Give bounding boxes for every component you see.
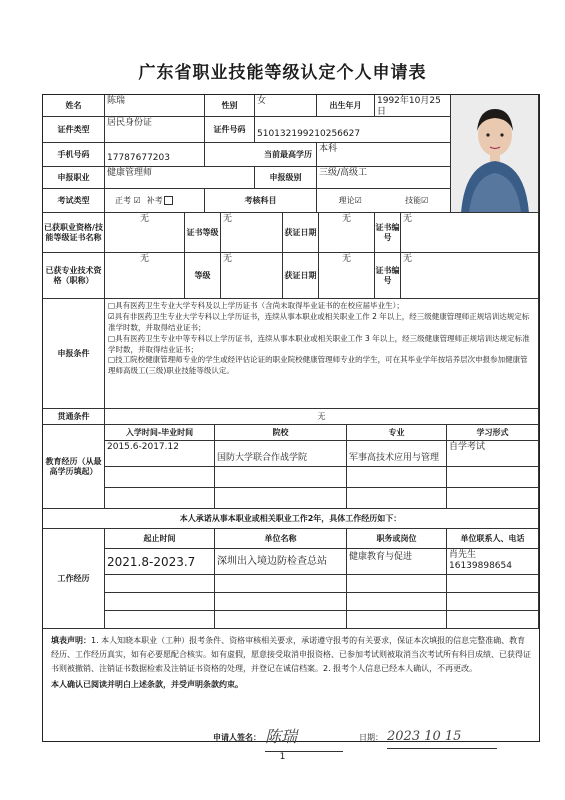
edu-empty-cell[interactable] xyxy=(447,467,539,488)
label-birth: 出生年月 xyxy=(317,95,375,117)
edu-header-major: 专业 xyxy=(347,425,447,441)
label-skill-cert: 已获职业资格/技能等级证书名称 xyxy=(43,213,105,253)
date-label: 日期： xyxy=(359,732,383,742)
work-empty-cell[interactable] xyxy=(215,593,347,611)
work-empty-cell[interactable] xyxy=(215,611,347,629)
exam-regular-checkbox[interactable]: 正考 ☑ xyxy=(115,195,141,205)
exam-subject-options xyxy=(317,189,451,213)
edu-major-value[interactable]: 军事高技术应用与管理 xyxy=(347,441,447,467)
edu-header-school: 院校 xyxy=(215,425,347,441)
condition-item[interactable]: □具有医药卫生专业大学专科及以上学历证书（含尚未取得毕业证书的在校应届毕业生）； xyxy=(108,301,404,310)
page-title: 广东省职业技能等级认定个人申请表 xyxy=(138,63,427,83)
declaration-head: 填表声明： xyxy=(51,636,91,645)
label-exam-type: 考试类型 xyxy=(43,189,105,213)
tech-cert-no-value[interactable]: 无 xyxy=(401,253,539,299)
work-company-value[interactable]: 深圳出入境边防检查总站 xyxy=(215,549,347,575)
work-header-company: 单位名称 xyxy=(215,529,347,549)
skill-checkbox[interactable]: 技能☑ xyxy=(405,195,429,205)
label-education: 教育经历（从最高学历填起） xyxy=(43,425,105,509)
label-tech-title: 已获专业技术资格（职称） xyxy=(43,253,105,299)
applicant-photo xyxy=(451,95,539,213)
gender-value[interactable]: 女 xyxy=(255,95,317,117)
edu-empty-cell[interactable] xyxy=(347,467,447,488)
edu-empty-cell[interactable] xyxy=(347,488,447,509)
obtain-date-value[interactable]: 无 xyxy=(319,213,375,253)
cert-level-value[interactable]: 无 xyxy=(221,213,283,253)
work-empty-cell[interactable] xyxy=(347,575,447,593)
work-promise: 本人承诺从事本职业或相关职业工作2年，具体工作经历如下： xyxy=(43,509,539,529)
education-level-value[interactable]: 本科 xyxy=(317,143,451,167)
application-form xyxy=(42,94,540,746)
edu-mode-value[interactable]: 自学考试 xyxy=(447,441,539,467)
transfer-value[interactable]: 无 xyxy=(105,409,539,425)
checkbox-empty-icon xyxy=(164,196,173,205)
id-type-value[interactable]: 居民身份证 xyxy=(105,117,205,143)
work-empty-cell[interactable] xyxy=(347,611,447,629)
work-contact-cell[interactable] xyxy=(447,549,539,575)
label-cert-level: 证书等级 xyxy=(185,213,221,253)
edu-empty-cell[interactable] xyxy=(105,467,215,488)
work-contact-phone: 16139898654 xyxy=(449,560,512,571)
edu-empty-cell[interactable] xyxy=(447,488,539,509)
label-transfer: 贯通条件 xyxy=(43,409,105,425)
condition-item[interactable]: □具有医药卫生专业中等专科以上学历证书，连续从事本职业或相关职业工作 3 年以上，经三级健康管理师正规培训达规定标准学时数，并取得结业证书； xyxy=(108,333,530,354)
work-contact-name: 肖先生 xyxy=(449,550,477,560)
work-empty-cell[interactable] xyxy=(347,593,447,611)
work-empty-cell[interactable] xyxy=(447,575,539,593)
edu-empty-cell[interactable] xyxy=(215,488,347,509)
level-value[interactable]: 三级/高级工 xyxy=(317,167,451,189)
label-education-level: 当前最高学历 xyxy=(205,143,317,167)
cert-no-value[interactable]: 无 xyxy=(401,213,539,253)
label-work: 工作经历 xyxy=(43,529,105,629)
work-empty-cell[interactable] xyxy=(105,611,215,629)
edu-header-mode: 学习形式 xyxy=(447,425,539,441)
work-empty-cell[interactable] xyxy=(215,575,347,593)
condition-item[interactable]: □技工院校健康管理师专业的学生或经评估论证的职业院校健康管理师专业的学生，可在其毕业学年按培养层次申报参加健康管理师高级工(三级)职业技能等级认定。 xyxy=(108,355,528,376)
label-tech-cert-no: 证书编号 xyxy=(375,253,401,299)
page-number: 1 xyxy=(279,752,286,762)
work-header-period: 起止时间 xyxy=(105,529,215,549)
sign-label: 申请人签名： xyxy=(213,732,261,742)
edu-empty-cell[interactable] xyxy=(215,467,347,488)
work-empty-cell[interactable] xyxy=(105,575,215,593)
name-value[interactable]: 陈瑞 xyxy=(105,95,205,117)
work-position-value[interactable]: 健康教育与促进 xyxy=(347,549,447,575)
applicant-signature[interactable]: 陈瑞 xyxy=(265,723,343,752)
label-tech-obtain-date: 获证日期 xyxy=(283,253,319,299)
label-phone: 手机号码 xyxy=(43,143,105,167)
tech-level-value[interactable]: 无 xyxy=(221,253,283,299)
label-obtain-date: 获证日期 xyxy=(283,213,319,253)
signature-row xyxy=(213,723,497,752)
phone-value[interactable]: 17787677203 xyxy=(105,143,205,167)
label-exam-subject: 考核科目 xyxy=(205,189,317,213)
exam-makeup-checkbox[interactable]: 补考 xyxy=(147,196,174,206)
label-cert-no: 证书编号 xyxy=(375,213,401,253)
exam-type-options xyxy=(105,189,205,213)
conditions-list xyxy=(105,299,539,409)
declaration-block xyxy=(43,629,539,746)
label-level: 申报级别 xyxy=(255,167,317,189)
id-no-value[interactable]: 510132199210256627 xyxy=(255,117,451,143)
birth-value[interactable]: 1992年10月25日 xyxy=(375,95,451,117)
tech-title-value[interactable]: 无 xyxy=(105,253,185,299)
edu-school-value[interactable]: 国防大学联合作战学院 xyxy=(215,441,347,467)
label-gender: 性别 xyxy=(205,95,255,117)
label-tech-level: 等级 xyxy=(185,253,221,299)
condition-item[interactable]: ☑具有非医药卫生专业大学专科以上学历证书，连续从事本职业或相关职业工作 2 年以上，经三级健康管理师正规培训达规定标准学时数，并取得结业证书； xyxy=(108,311,530,332)
skill-cert-value[interactable]: 无 xyxy=(105,213,185,253)
declaration-text: 填表声明：1. 本人知晓本职业（工种）报考条件、资格审核相关要求，承诺遵守报考的有关要求，保证本次填报的信息完整准确、教育经历、工作经历真实，如有必要愿配合核实。如有虚假，愿意接受取消申报资格、已参加考试则被取消当次考试所有科目成绩、已获得证书则被撤销、注销证书数据检索及注销证书资格的处理，并登记在诚信档案。2. 报考个人信息已经本人确认，不再更改。 xyxy=(51,636,531,673)
theory-checkbox[interactable]: 理论☑ xyxy=(338,195,362,205)
work-header-position: 职务或岗位 xyxy=(347,529,447,549)
label-occupation: 申报职业 xyxy=(43,167,105,189)
label-name: 姓名 xyxy=(43,95,105,117)
tech-obtain-date-value[interactable]: 无 xyxy=(319,253,375,299)
edu-period-value[interactable]: 2015.6-2017.12 xyxy=(105,441,215,467)
work-header-contact: 单位联系人、电话 xyxy=(447,529,539,549)
label-id-no: 证件号码 xyxy=(205,117,255,143)
work-empty-cell[interactable] xyxy=(447,611,539,629)
label-conditions: 申报条件 xyxy=(43,299,105,409)
edu-header-period: 入学时间-毕业时间 xyxy=(105,425,215,441)
declaration-confirm: 本人确认已阅读并明白上述条款，并受声明条款约束。 xyxy=(51,680,243,689)
edu-empty-cell[interactable] xyxy=(105,488,215,509)
work-empty-cell[interactable] xyxy=(105,593,215,611)
sign-date[interactable]: 2023 10 15 xyxy=(387,726,497,750)
work-period-value[interactable]: 2021.8-2023.7 xyxy=(105,549,215,575)
portrait-image xyxy=(451,95,539,213)
work-empty-cell[interactable] xyxy=(447,593,539,611)
label-id-type: 证件类型 xyxy=(43,117,105,143)
occupation-value[interactable]: 健康管理师 xyxy=(105,167,255,189)
